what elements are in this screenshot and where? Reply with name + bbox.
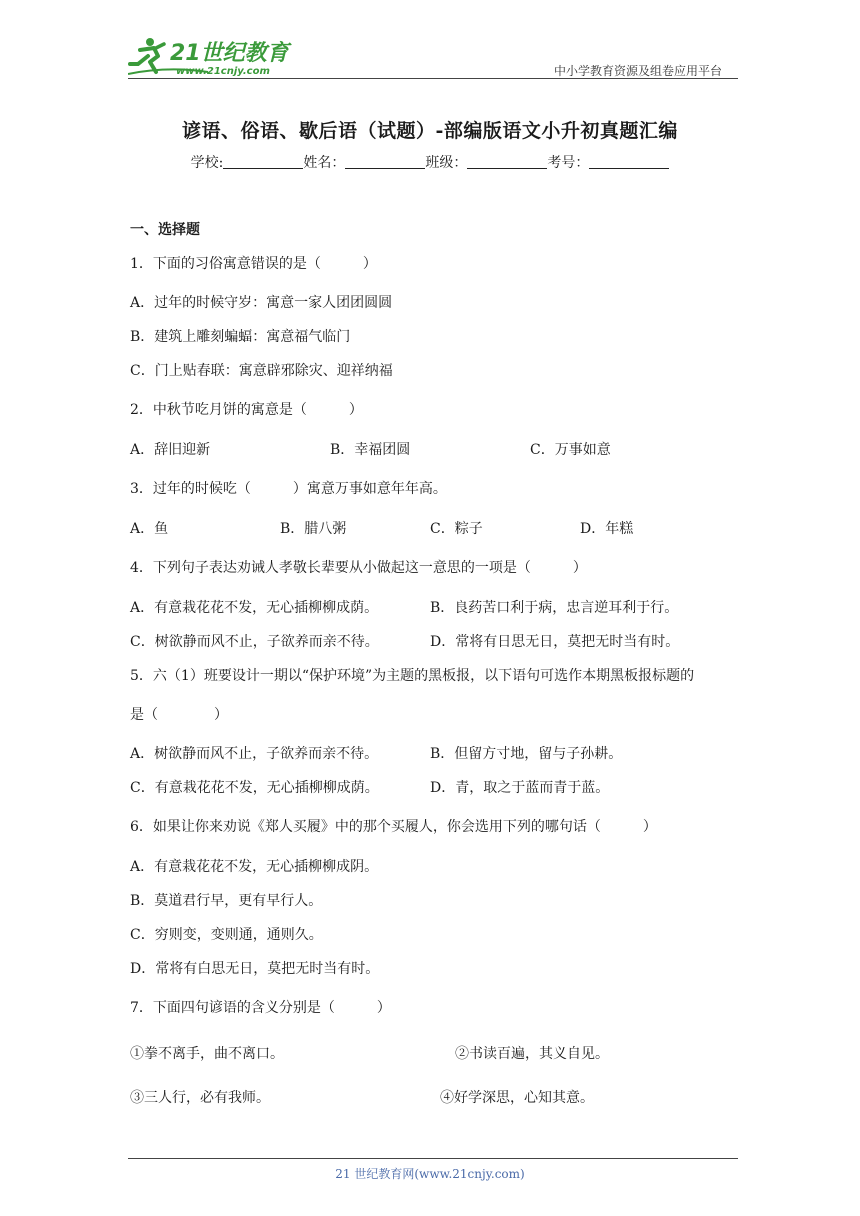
exam-no-label: 考号：	[547, 155, 590, 171]
question-4-option-d[interactable]: D．常将有日思无日，莫把无时当有时。	[430, 634, 680, 650]
question-5-option-d[interactable]: D．青，取之于蓝而青于蓝。	[430, 780, 610, 796]
platform-name: 中小学教育资源及组卷应用平台	[553, 64, 722, 78]
school-label: 学校:	[190, 155, 224, 171]
section-heading: 一、选择题	[130, 222, 200, 238]
question-2-option-c[interactable]: C．万事如意	[530, 442, 611, 458]
question-2-option-b[interactable]: B．幸福团圆	[330, 442, 411, 458]
question-4-stem: 4．下列句子表达劝诫人孝敬长辈要从小做起这一意思的一项是（ ）	[130, 560, 587, 576]
question-7-item-3: ③三人行，必有我师。	[130, 1090, 270, 1106]
question-3-option-a[interactable]: A．鱼	[130, 521, 169, 537]
question-7-stem: 7．下面四句谚语的含义分别是（ ）	[130, 1000, 391, 1016]
name-label: 姓名：	[303, 155, 346, 171]
question-5-option-a[interactable]: A．树欲静而风不止，子欲养而亲不待。	[130, 746, 379, 762]
page-header	[128, 34, 738, 78]
question-6-option-c[interactable]: C．穷则变，变则通，通则久。	[130, 927, 323, 943]
name-blank[interactable]	[345, 155, 425, 169]
question-3-option-d[interactable]: D．年糕	[580, 521, 634, 537]
document-title: 谚语、俗语、歇后语（试题）-部编版语文小升初真题汇编	[182, 120, 678, 142]
question-6-option-d[interactable]: D．常将有白思无日，莫把无时当有时。	[130, 961, 380, 977]
footer-link[interactable]: 21 世纪教育网(www.21cnjy.com)	[335, 1167, 525, 1181]
question-1-option-b[interactable]: B．建筑上雕刻蝙蝠：寓意福气临门	[130, 329, 351, 345]
question-1-stem: 1．下面的习俗寓意错误的是（ ）	[130, 256, 377, 272]
question-5-stem: 5．六（1）班要设计一期以“保护环境”为主题的黑板报，以下语句可选作本期黑板报标题的	[130, 668, 695, 684]
question-6-option-a[interactable]: A．有意栽花花不发，无心插柳柳成阴。	[130, 859, 379, 875]
question-5-option-b[interactable]: B．但留方寸地，留与子孙耕。	[430, 746, 623, 762]
question-1-option-c[interactable]: C．门上贴春联：寓意辟邪除灾、迎祥纳福	[130, 363, 393, 379]
question-7-item-1: ①拳不离手，曲不离口。	[130, 1046, 284, 1062]
question-1-option-a[interactable]: A．过年的时候守岁：寓意一家人团团圆圆	[130, 295, 393, 311]
question-7-item-2: ②书读百遍，其义自见。	[455, 1046, 609, 1062]
footer-divider	[128, 1158, 738, 1159]
question-6-option-b[interactable]: B．莫道君行早，更有早行人。	[130, 893, 323, 909]
question-2-stem: 2．中秋节吃月饼的寓意是（ ）	[130, 402, 363, 418]
question-2-option-a[interactable]: A．辞旧迎新	[130, 442, 211, 458]
question-3-option-b[interactable]: B．腊八粥	[280, 521, 347, 537]
question-6-stem: 6．如果让你来劝说《郑人买履》中的那个买履人，你会选用下列的哪句话（ ）	[130, 819, 657, 835]
svg-text:www.21cnjy.com: www.21cnjy.com	[176, 66, 270, 77]
logo-21cnjy	[128, 34, 298, 78]
student-info-line	[0, 152, 860, 172]
svg-text:21世纪教育: 21世纪教育	[170, 41, 289, 66]
question-5-option-c[interactable]: C．有意栽花花不发，无心插柳柳成荫。	[130, 780, 379, 796]
class-blank[interactable]	[467, 155, 547, 169]
question-4-option-c[interactable]: C．树欲静而风不止，子欲养而亲不待。	[130, 634, 379, 650]
question-4-option-a[interactable]: A．有意栽花花不发，无心插柳柳成荫。	[130, 600, 379, 616]
question-3-stem: 3．过年的时候吃（ ）寓意万事如意年年高。	[130, 481, 447, 497]
question-5-stem-cont: 是（ ）	[130, 707, 228, 723]
question-4-option-b[interactable]: B．良药苦口利于病，忠言逆耳利于行。	[430, 600, 679, 616]
question-3-option-c[interactable]: C．粽子	[430, 521, 483, 537]
exam-no-blank[interactable]	[589, 155, 669, 169]
header-divider	[128, 78, 738, 79]
class-label: 班级：	[425, 155, 468, 171]
school-blank[interactable]	[223, 155, 303, 169]
question-7-item-4: ④好学深思，心知其意。	[440, 1090, 594, 1106]
